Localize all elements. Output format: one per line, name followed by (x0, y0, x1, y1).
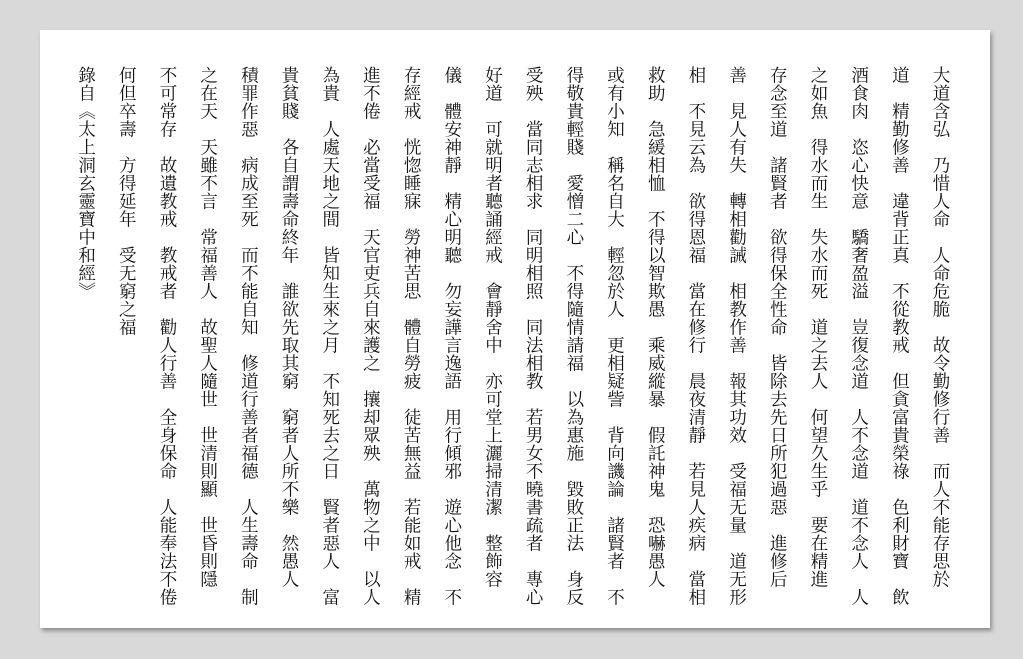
text-column-20: 不可常存 故遺教戒 教戒者 勸人行善 全身保命 人能奉法不倦 (156, 66, 177, 606)
vertical-text-block (53, 66, 948, 606)
text-column-12: 好道 可就明者聽誦經戒 會靜舍中 亦可堂上灑掃清潔 整飾容 (482, 66, 503, 588)
text-column-4: 之如魚 得水而生 失水而死 道之去人 何望久生乎 要在精進 (807, 66, 828, 588)
text-column-9: 或有小知 稱名自大 輕忽於人 更相疑訾 背向譏論 諸賢者 不 (604, 66, 625, 606)
text-column-2: 道 精勤修善 違背正真 不從教戒 但貪富貴榮祿 色利財寶 飲 (889, 66, 910, 606)
text-column-18: 積罪作惡 病成至死 而不能自知 修道行善者福德 人生壽命 制 (238, 66, 259, 606)
text-column-14: 存經戒 恍惚睡寐 勞神苦思 體自勞疲 徒苦無益 若能如戒 精 (401, 66, 422, 606)
text-column-3: 酒食肉 恣心快意 驕奢盈溢 豈復念道 人不念道 道不念人 人 (848, 66, 869, 606)
text-column-7: 相 不見云為 欲得恩福 當在修行 晨夜清靜 若見人疾病 當相 (685, 66, 706, 606)
text-column-21: 何但卒壽 方得延年 受无窮之福 (116, 66, 137, 336)
text-column-10: 得敬貴輕賤 愛憎二心 不得隨情請福 以為惠施 毀敗正法 身反 (563, 66, 584, 606)
text-column-19: 之在天 天雖不言 常福善人 故聖人隨世 世清則顯 世昏則隱 (197, 66, 218, 588)
text-column-8: 救助 急緩相恤 不得以智欺愚 乘威縱暴 假託神鬼 恐嚇愚人 (645, 66, 666, 588)
text-column-1: 大道含弘 乃惜人命 人命危脆 故令勤修行善 而人不能存思於 (930, 66, 950, 588)
text-column-16: 為貴 人處天地之間 皆知生來之月 不知死去之日 賢者惡人 富 (319, 66, 340, 606)
text-column-13: 儀 體安神靜 精心明聽 勿妄譁言逸語 用行傾邪 遊心他念 不 (441, 66, 462, 606)
text-column-5: 存念至道 諸賢者 欲得保全性命 皆除去先日所犯過惡 進修后 (767, 66, 788, 588)
text-column-15: 進不倦 必當受福 天官吏兵自來護之 攘却眾殃 萬物之中 以人 (360, 66, 381, 606)
source-citation: 錄自《太上洞玄靈寶中和經》 (75, 66, 96, 300)
text-column-6: 善 見人有失 轉相勸誡 相教作善 報其功效 受福无量 道无形 (726, 66, 747, 606)
text-column-11: 受殃 當同志相求 同明相照 同法相教 若男女不曉書疏者 專心 (523, 66, 544, 606)
document-page (40, 30, 990, 628)
text-column-17: 貴貧賤 各自謂壽命終年 誰欲先取其窮 窮者人所不樂 然愚人 (279, 66, 299, 588)
